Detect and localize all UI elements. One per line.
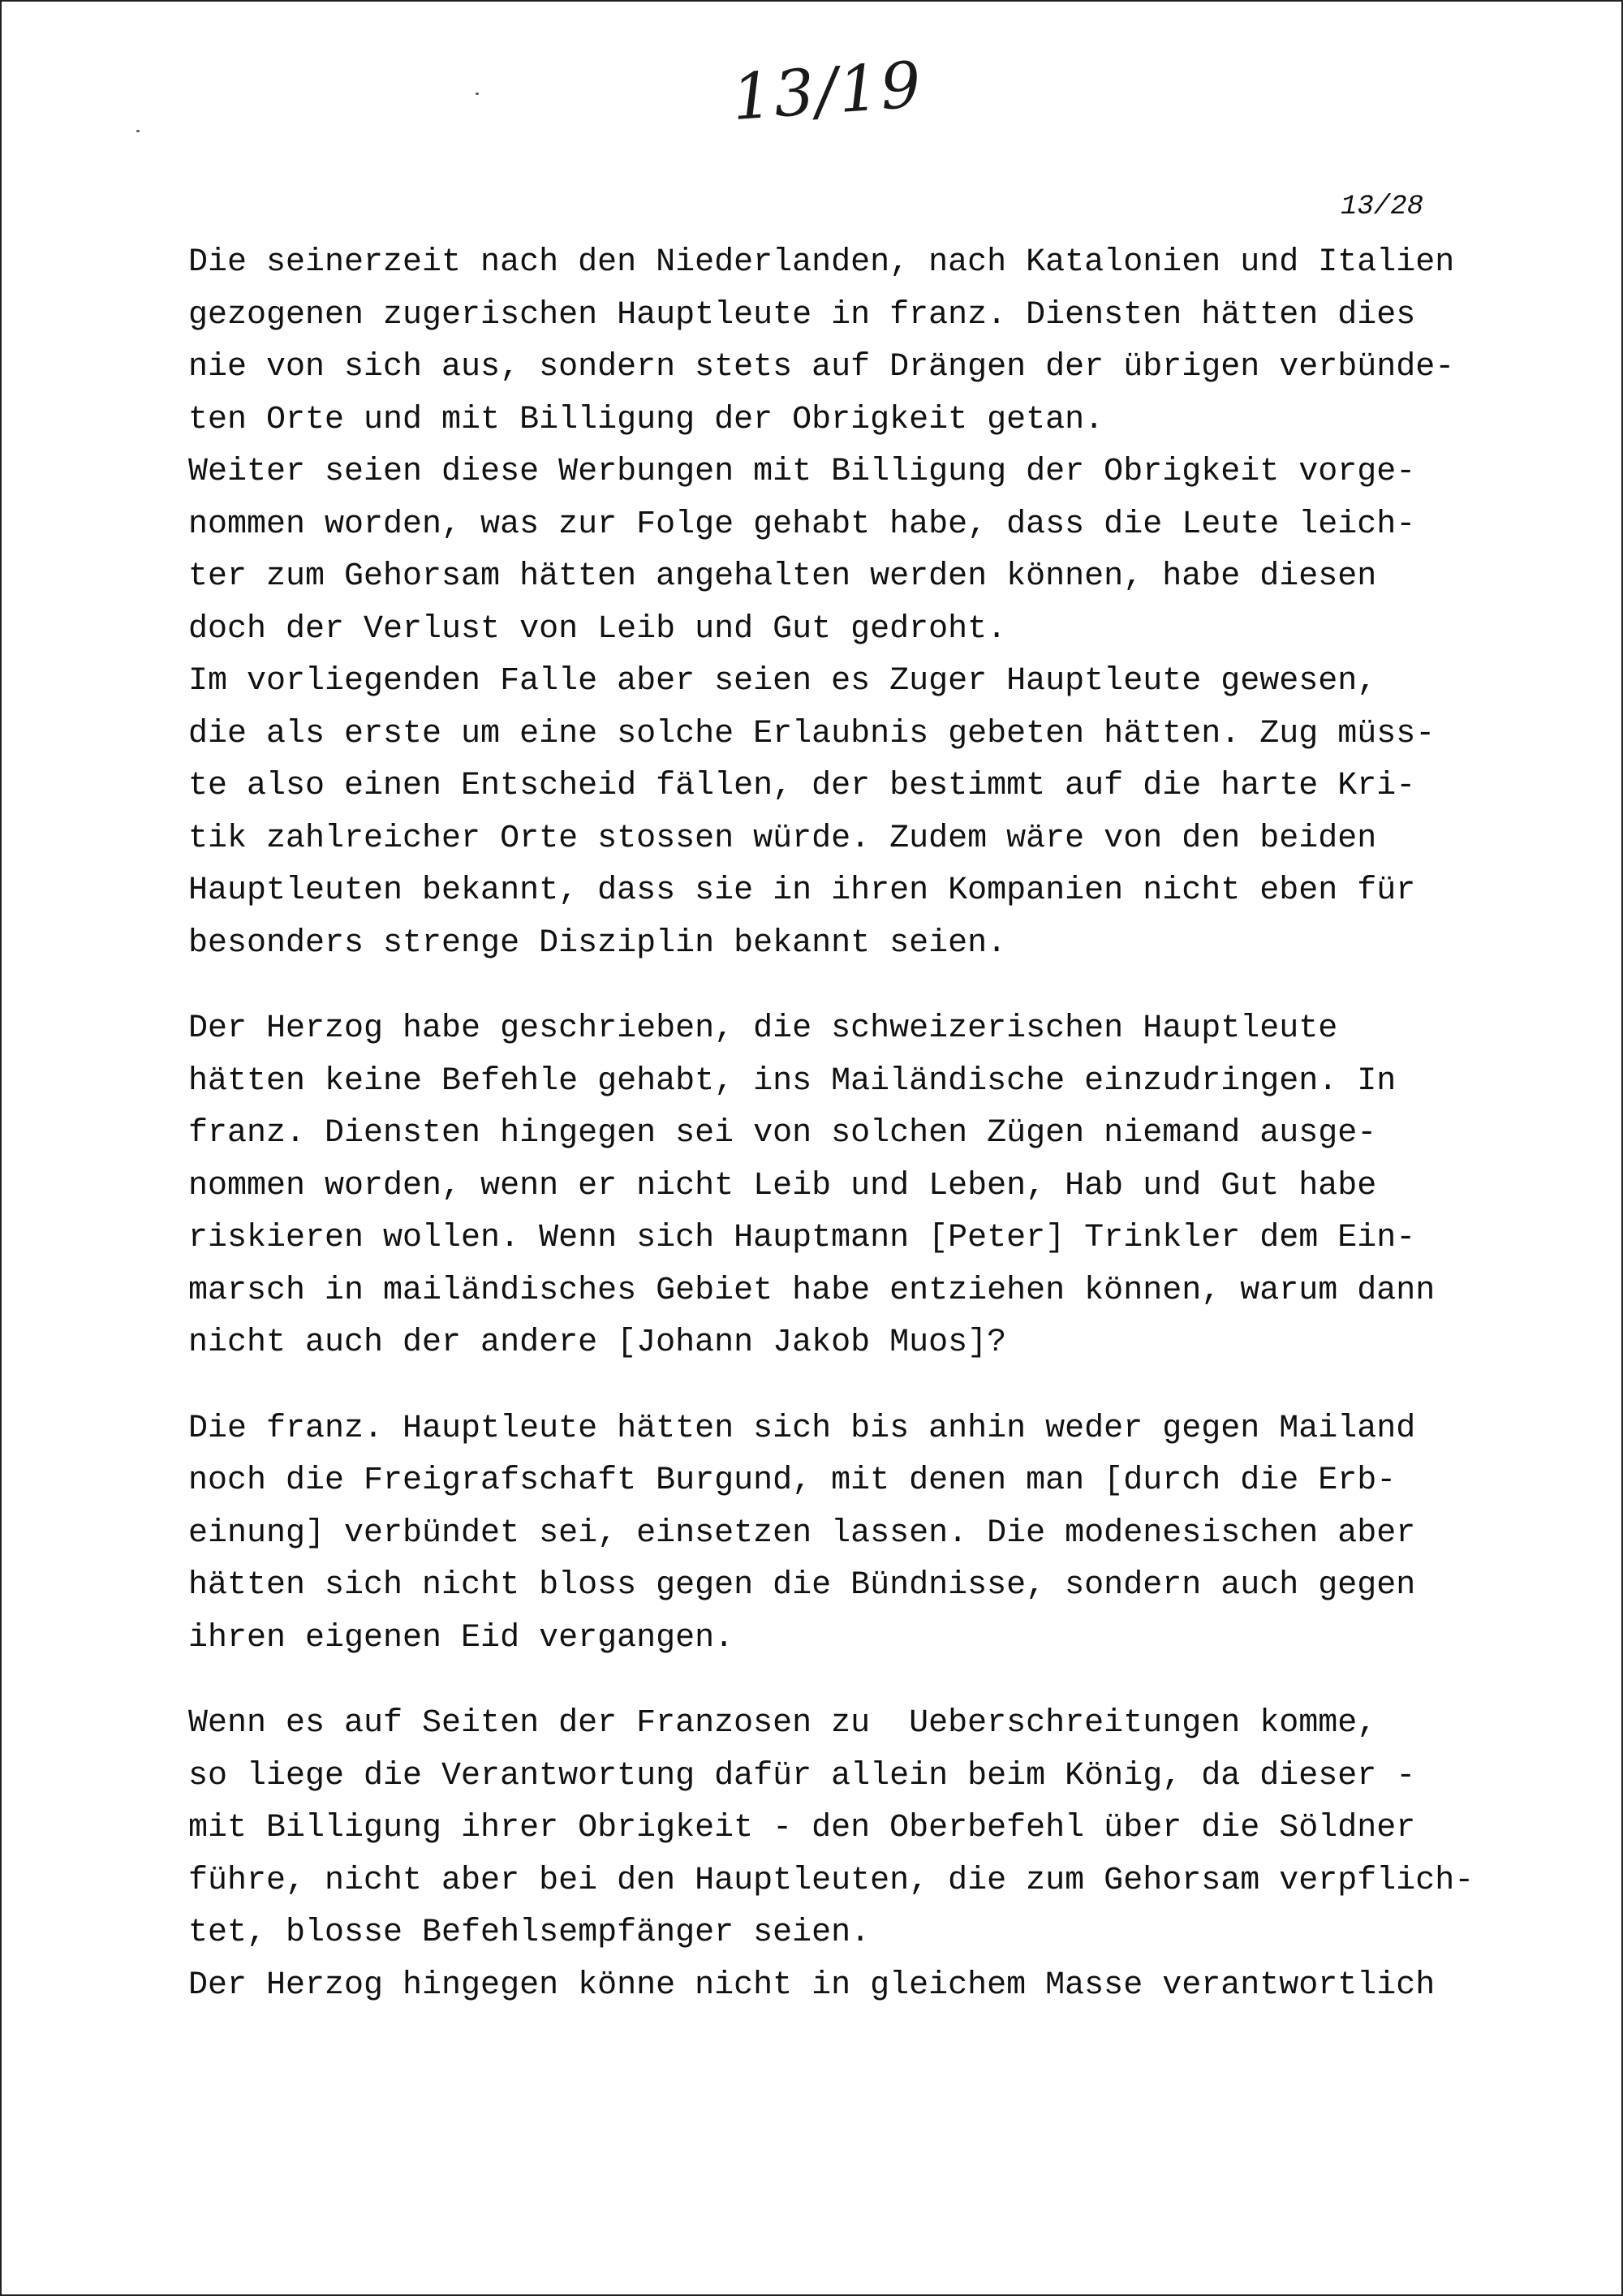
text-line: gezogenen zugerischen Hauptleute in franz. Diensten hätten dies: [188, 296, 1416, 334]
text-line: die als erste um eine solche Erlaubnis gebeten hätten. Zug müss-: [188, 715, 1436, 752]
paragraph: [188, 1403, 1617, 1665]
text-line: nommen worden, was zur Folge gehabt habe, dass die Leute leich-: [188, 506, 1416, 543]
scan-speck: [136, 130, 140, 132]
text-line: franz. Diensten hingegen sei von solchen Zügen niemand ausge-: [188, 1115, 1377, 1152]
text-line: Hauptleuten bekannt, dass sie in ihren Kompanien nicht eben für: [188, 872, 1416, 909]
text-line: ter zum Gehorsam hätten angehalten werden können, habe diesen: [188, 558, 1377, 595]
paragraph-gap: [188, 1665, 1617, 1698]
text-line: hätten keine Befehle gehabt, ins Mailändische einzudringen. In: [188, 1062, 1397, 1100]
text-line: ihren eigenen Eid vergangen.: [188, 1619, 734, 1656]
text-line: doch der Verlust von Leib und Gut gedroht.: [188, 610, 1007, 648]
text-line: noch die Freigrafschaft Burgund, mit denen man [durch die Erb-: [188, 1462, 1397, 1499]
handwritten-folio-number: 13/19: [730, 48, 925, 136]
text-line: marsch in mailändisches Gebiet habe entziehen können, warum dann: [188, 1272, 1436, 1309]
page-number: 13/28: [1341, 192, 1424, 222]
text-line: nommen worden, wenn er nicht Leib und Leben, Hab und Gut habe: [188, 1167, 1377, 1204]
body-text: [188, 237, 1617, 2012]
paragraph: [188, 1003, 1617, 1370]
text-line: Im vorliegenden Falle aber seien es Zuger Hauptleute gewesen,: [188, 663, 1377, 700]
text-line: ten Orte und mit Billigung der Obrigkeit getan.: [188, 401, 1104, 438]
text-line: so liege die Verantwortung dafür allein beim König, da dieser -: [188, 1757, 1416, 1794]
text-line: Die seinerzeit nach den Niederlanden, nach Katalonien und Italien: [188, 244, 1455, 281]
text-line: tik zahlreicher Orte stossen würde. Zudem wäre von den beiden: [188, 820, 1377, 857]
text-line: nie von sich aus, sondern stets auf Drängen der übrigen verbünde-: [188, 349, 1455, 386]
text-line: führe, nicht aber bei den Hauptleuten, die zum Gehorsam verpflich-: [188, 1862, 1474, 1899]
paragraph-gap: [188, 970, 1617, 1003]
text-line: hätten sich nicht bloss gegen die Bündnisse, sondern auch gegen: [188, 1567, 1416, 1604]
paragraph: [188, 237, 1617, 970]
text-line: besonders strenge Disziplin bekannt seien.: [188, 924, 1007, 962]
text-line: te also einen Entscheid fällen, der bestimmt auf die harte Kri-: [188, 768, 1416, 804]
text-line: nicht auch der andere [Johann Jakob Muos]?: [188, 1325, 1007, 1361]
paragraph: [188, 1698, 1617, 2012]
text-line: Der Herzog habe geschrieben, die schweizerischen Hauptleute: [188, 1010, 1338, 1047]
text-line: Wenn es auf Seiten der Franzosen zu Ueberschreitungen komme,: [188, 1705, 1377, 1742]
text-line: tet, blosse Befehlsempfänger seien.: [188, 1915, 871, 1951]
paragraph-gap: [188, 1370, 1617, 1403]
text-line: einung] verbündet sei, einsetzen lassen. Die modenesischen aber: [188, 1514, 1416, 1552]
scan-speck: [476, 93, 479, 95]
text-line: Der Herzog hingegen könne nicht in gleichem Masse verantwortlich: [188, 1966, 1436, 2004]
text-line: Weiter seien diese Werbungen mit Billigung der Obrigkeit vorge-: [188, 454, 1416, 490]
text-line: riskieren wollen. Wenn sich Hauptmann [Peter] Trinkler dem Ein-: [188, 1220, 1416, 1256]
text-line: Die franz. Hauptleute hätten sich bis anhin weder gegen Mailand: [188, 1410, 1416, 1447]
text-line: mit Billigung ihrer Obrigkeit - den Oberbefehl über die Söldner: [188, 1810, 1416, 1846]
